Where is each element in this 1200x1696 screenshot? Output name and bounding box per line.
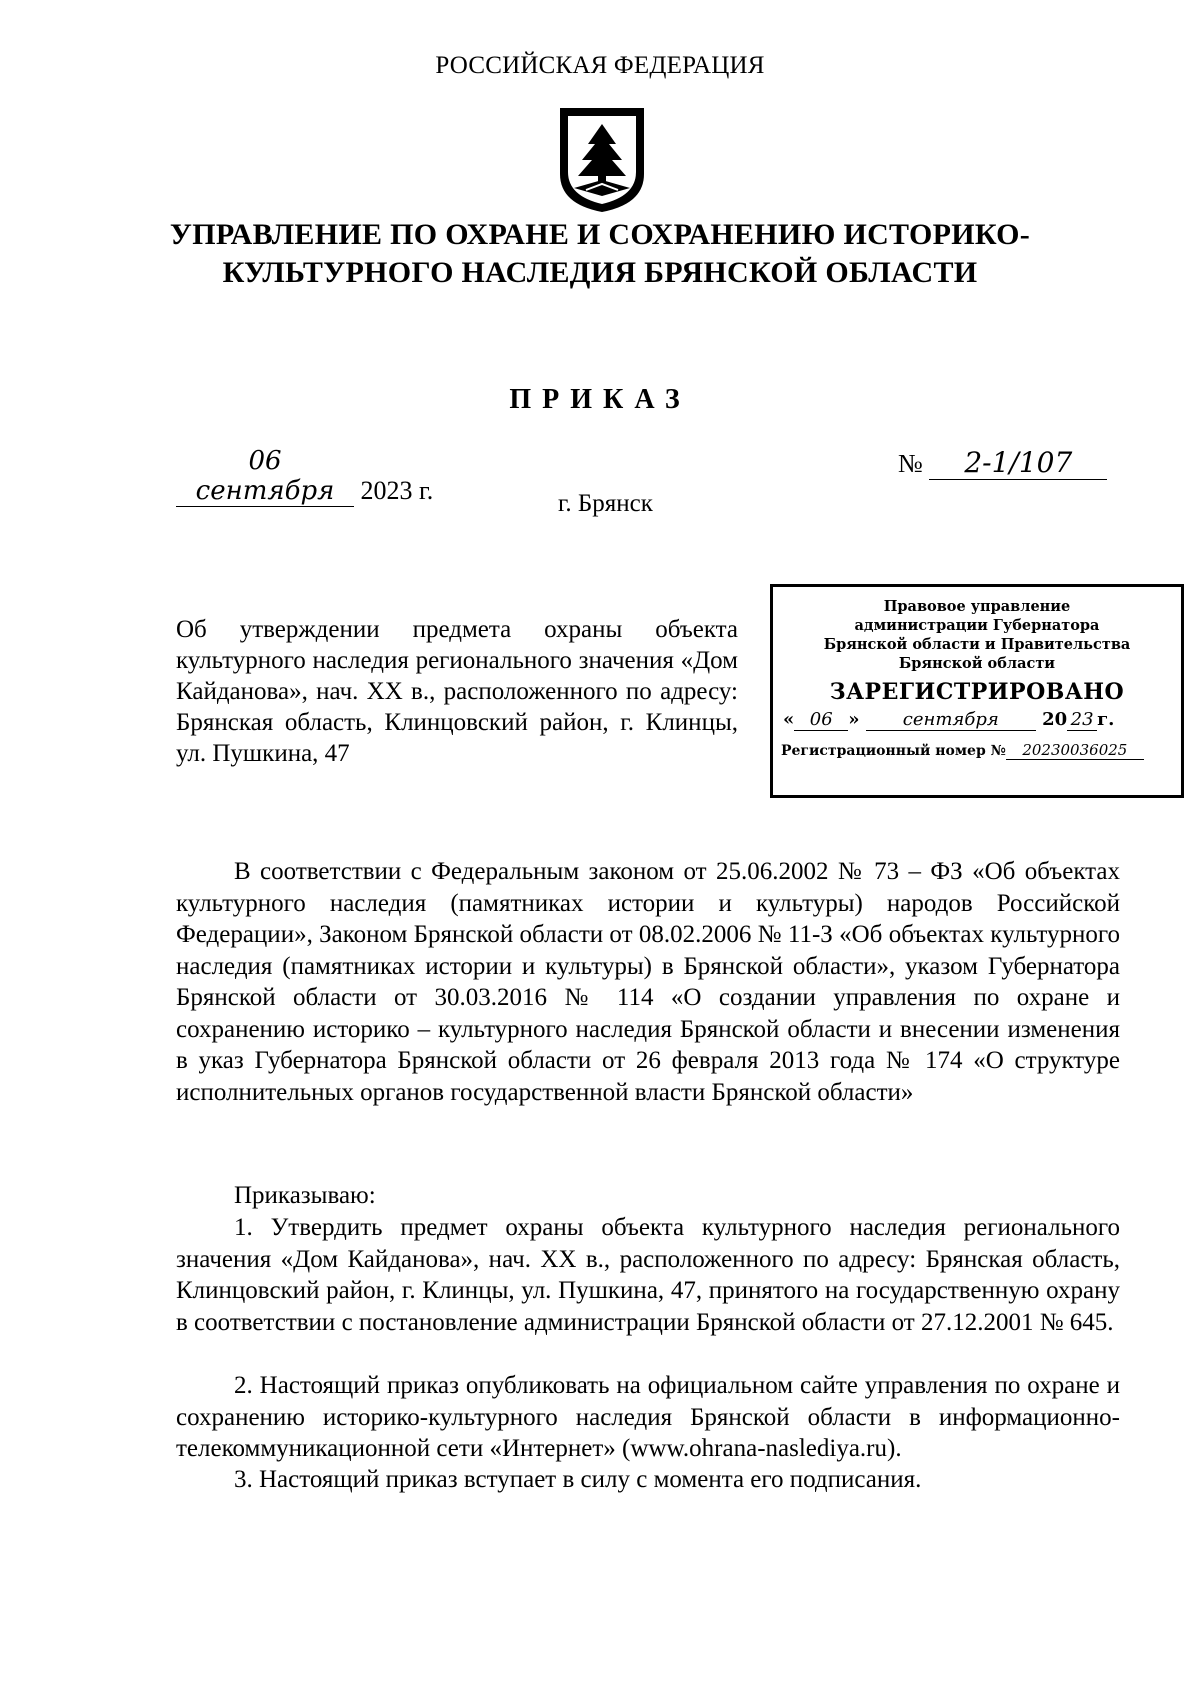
order-number-handwritten: 2-1/107: [929, 446, 1107, 480]
stamp-month: сентября: [866, 709, 1036, 731]
order-number: [898, 446, 1107, 480]
stamp-year-unit: г.: [1097, 709, 1115, 730]
stamp-line-2: администрации Губернатора: [854, 617, 1100, 634]
stamp-year-prefix: 20: [1042, 709, 1068, 730]
order-item-1: 1. Утвердить предмет охраны объекта культурного наследия регионального значения «Дом Кайданова», нач. XX в., расположенного по адресу: Брянская область, Клинцовский район, г. Клинцы, ул. Пушкина, 47, принятого на государственную охрану в соответствии с постановление администрации Брянской области от 27.12.2001 № 645.: [176, 1214, 1120, 1336]
order-date-handwritten: 06 сентября: [176, 446, 354, 507]
registration-stamp: [770, 584, 1184, 798]
order-item-3: 3. Настоящий приказ вступает в силу с момента его подписания.: [234, 1466, 922, 1493]
stamp-year-suffix: 23: [1067, 709, 1097, 731]
order-date: [176, 446, 433, 507]
stamp-regnum-value: 20230036025: [1006, 741, 1144, 760]
stamp-regnum-label: Регистрационный номер №: [781, 743, 1006, 759]
organization-line-1: УПРАВЛЕНИЕ ПО ОХРАНЕ И СОХРАНЕНИЮ ИСТОРИКО-: [169, 218, 1031, 251]
stamp-line-4: Брянской области: [898, 655, 1056, 672]
country-name: РОССИЙСКАЯ ФЕДЕРАЦИЯ: [435, 52, 765, 79]
stamp-date: « 06 » сентября 20 23 г.: [783, 709, 1115, 730]
preamble-paragraph: В соответствии с Федеральным законом от 25.06.2002 № 73 – ФЗ «Об объектах культурного наследия (памятниках истории и культуры) народов Российской Федерации», Законом Брянской области от 08.02.2006 № 11-З «Об объектах культурного наследия (памятниках истории и культуры) в Брянской области», указом Губернатора Брянской области от 30.03.2016 № 114 «О создании управления по охране и сохранению историко – культурного наследия Брянской области и внесении изменения в указ Губернатора Брянской области от 26 февраля 2013 года № 174 «О структуре исполнительных органов государственной власти Брянской области»: [176, 858, 1120, 1106]
order-subject: Об утверждении предмета охраны объекта культурного наследия регионального значения «Дом Кайданова», нач. XX в., расположенного по адресу: Брянская область, Клинцовский район, г. Клинцы, ул. Пушкина, 47: [176, 616, 738, 767]
bryansk-coat-of-arms-icon: [556, 104, 648, 214]
order-item-2: 2. Настоящий приказ опубликовать на официальном сайте управления по охране и сохранению историко-культурного наследия Брянской области в информационно-телекоммуникационной сети «Интернет» (www.ohrana-naslediya.ru).: [176, 1372, 1120, 1462]
stamp-line-1: Правовое управление: [883, 598, 1071, 615]
organization-name: [0, 216, 1200, 292]
order-number-prefix: №: [898, 449, 923, 478]
order-city: г. Брянск: [558, 490, 653, 517]
document-title: ПРИКАЗ: [509, 384, 691, 415]
stamp-regnum: [781, 741, 1181, 760]
stamp-line-3: Брянской области и Правительства: [823, 636, 1131, 653]
stamp-registered: ЗАРЕГИСТРИРОВАНО: [829, 679, 1125, 705]
order-word: Приказываю:: [234, 1182, 376, 1209]
organization-line-2: КУЛЬТУРНОГО НАСЛЕДИЯ БРЯНСКОЙ ОБЛАСТИ: [222, 256, 978, 289]
order-date-year: 2023 г.: [360, 476, 434, 505]
stamp-day: 06: [794, 709, 848, 731]
